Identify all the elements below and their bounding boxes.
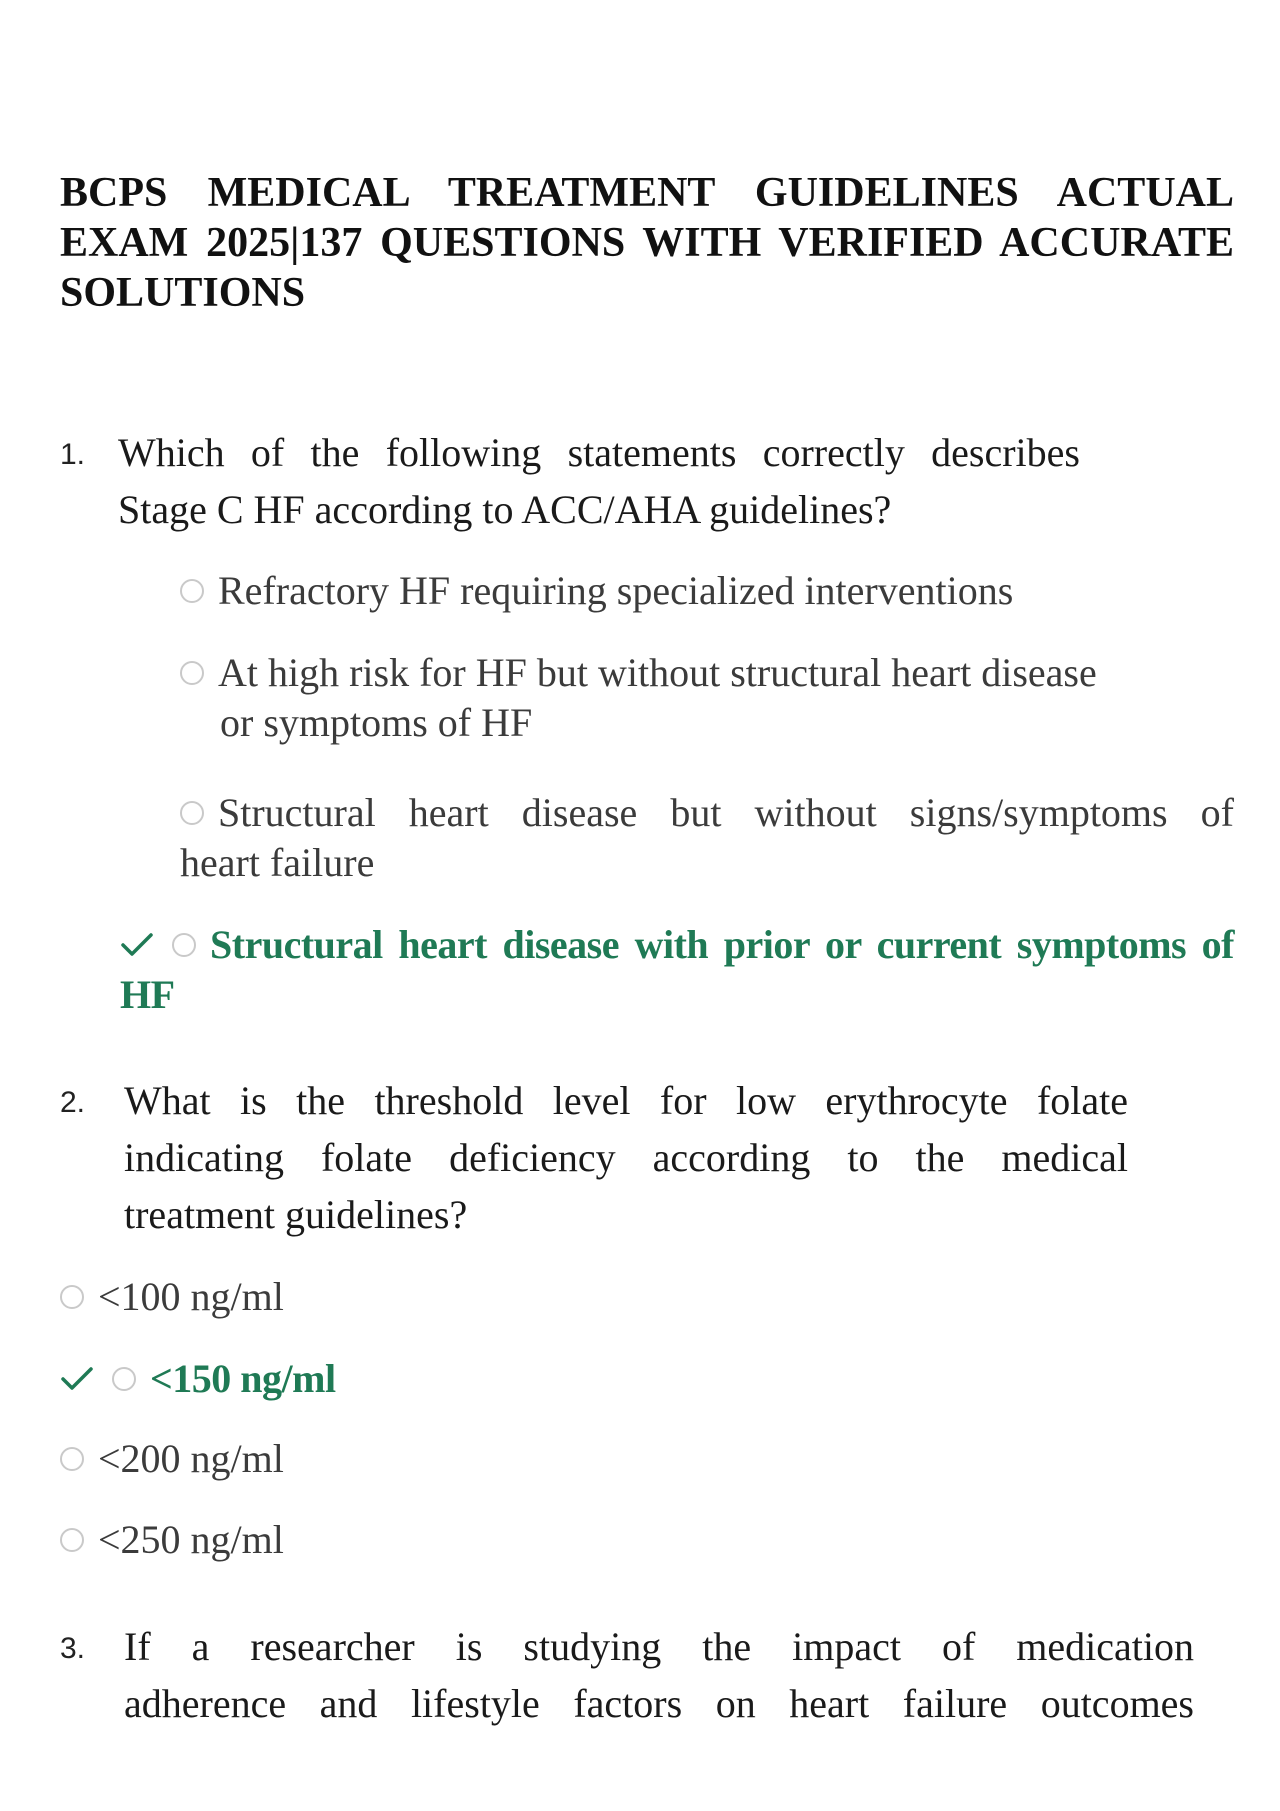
question-text-line: Which of the following statements correctly describes <box>118 430 1080 475</box>
answer-option[interactable] <box>60 1515 284 1565</box>
question-text <box>124 1072 1128 1243</box>
answer-option-label: <150 ng/ml <box>150 1356 336 1401</box>
radio-circle-icon[interactable] <box>112 1367 136 1391</box>
answer-option-label: or symptoms of HF <box>220 700 533 745</box>
answer-option-label: At high risk for HF but without structural heart disease <box>218 650 1097 695</box>
answer-option-label: Structural heart disease but without signs/symptoms of <box>218 790 1234 835</box>
question-text-line: What is the threshold level for low erythrocyte folate <box>124 1078 1128 1123</box>
question-number: 3. <box>60 1632 86 1665</box>
radio-circle-icon[interactable] <box>60 1285 84 1309</box>
answer-option-correct[interactable] <box>60 1354 336 1404</box>
question-text-line: Stage C HF according to ACC/AHA guidelines? <box>118 487 892 532</box>
question-text-line: If a researcher is studying the impact of medication <box>124 1624 1194 1669</box>
radio-circle-icon[interactable] <box>180 801 204 825</box>
answer-option[interactable] <box>180 648 1220 748</box>
checkmark-icon <box>120 932 154 958</box>
question-text-line: adherence and lifestyle factors on heart failure outcomes <box>124 1681 1194 1726</box>
answer-option-label: <200 ng/ml <box>98 1436 284 1481</box>
answer-option-label: heart failure <box>180 840 375 885</box>
answer-option[interactable] <box>60 1434 284 1484</box>
question-number: 2. <box>60 1086 86 1119</box>
document-title: BCPS MEDICAL TREATMENT GUIDELINES ACTUAL EXAM 2025|137 QUESTIONS WITH VERIFIED ACCURATE SOLUTIONS <box>60 170 1234 316</box>
answer-option-label: Structural heart disease with prior or current symptoms of <box>210 922 1234 967</box>
answer-option[interactable] <box>180 566 1180 616</box>
answer-option-label: <100 ng/ml <box>98 1274 284 1319</box>
answer-option-label: HF <box>120 972 175 1017</box>
answer-option[interactable] <box>60 1272 284 1322</box>
radio-circle-icon[interactable] <box>172 933 196 957</box>
answer-option-label: <250 ng/ml <box>98 1517 284 1562</box>
checkmark-icon <box>60 1366 94 1392</box>
question-text <box>118 424 1080 538</box>
question-number: 1. <box>60 438 86 471</box>
radio-circle-icon[interactable] <box>180 661 204 685</box>
radio-circle-icon[interactable] <box>180 579 204 603</box>
question-text-line: indicating folate deficiency according to the medical <box>124 1135 1128 1180</box>
question-text-line: treatment guidelines? <box>124 1192 468 1237</box>
answer-option-label: Refractory HF requiring specialized interventions <box>218 568 1014 613</box>
radio-circle-icon[interactable] <box>60 1528 84 1552</box>
radio-circle-icon[interactable] <box>60 1447 84 1471</box>
answer-option-correct[interactable] <box>120 920 1234 1020</box>
question-text <box>124 1618 1194 1732</box>
answer-option[interactable] <box>180 788 1234 888</box>
